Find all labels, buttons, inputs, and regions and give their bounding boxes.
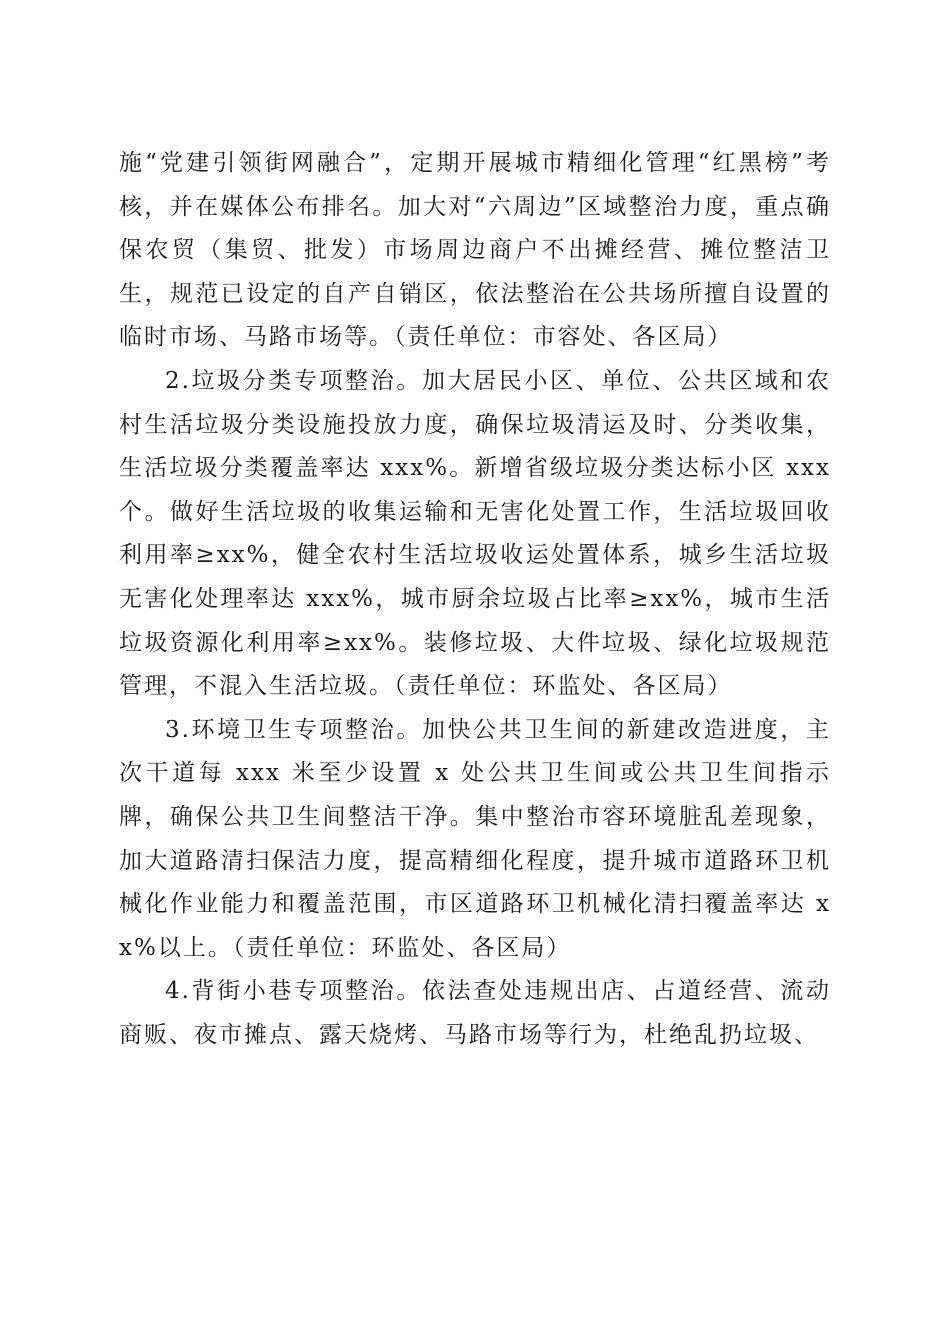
paragraph-back-alleys: 4.背街小巷专项整治。依法查处违规出店、占道经营、流动商贩、夜市摊点、露天烧烤、马路市场等行为，杜绝乱扔垃圾、 (119, 978, 831, 1048)
paragraph-continued: 施“党建引领街网融合”，定期开展城市精细化管理“红黑榜”考核，并在媒体公布排名。加大对“六周边”区域整治力度，重点确保农贸（集贸、批发）市场周边商户不出摊经营、摊位整洁卫生，规范已设定的自产自销区，依法整治在公共场所擅自设置的临时市场、马路市场等。（责任单位：市容处、各区局） (119, 150, 831, 351)
paragraph-garbage-sorting: 2.垃圾分类专项整治。加大居民小区、单位、公共区域和农村生活垃圾分类设施投放力度，确保垃圾清运及时、分类收集，生活垃圾分类覆盖率达 xxx%。新增省级垃圾分类达标小区 xxx 个。做好生活垃圾的收集运输和无害化处置工作，生活垃圾回收利用率≥xx%，健全农村生活垃圾收运处置体系，城乡生活垃圾无害化处理率达 xxx%，城市厨余垃圾占比率≥xx%，城市生活垃圾资源化利用率≥xx%。装修垃圾、大件垃圾、绿化垃圾规范管理，不混入生活垃圾。（责任单位：环监处、各区局） (119, 367, 831, 700)
paragraph-sanitation: 3.环境卫生专项整治。加快公共卫生间的新建改造进度，主次干道每 xxx 米至少设置 x 处公共卫生间或公共卫生间指示牌，确保公共卫生间整洁干净。集中整治市容环境脏乱差现象，加大道路清扫保洁力度，提高精细化程度，提升城市道路环卫机械化作业能力和覆盖范围，市区道路环卫机械化清扫覆盖率达 xx%以上。（责任单位：环监处、各区局） (119, 716, 831, 961)
document-body (119, 142, 831, 1057)
